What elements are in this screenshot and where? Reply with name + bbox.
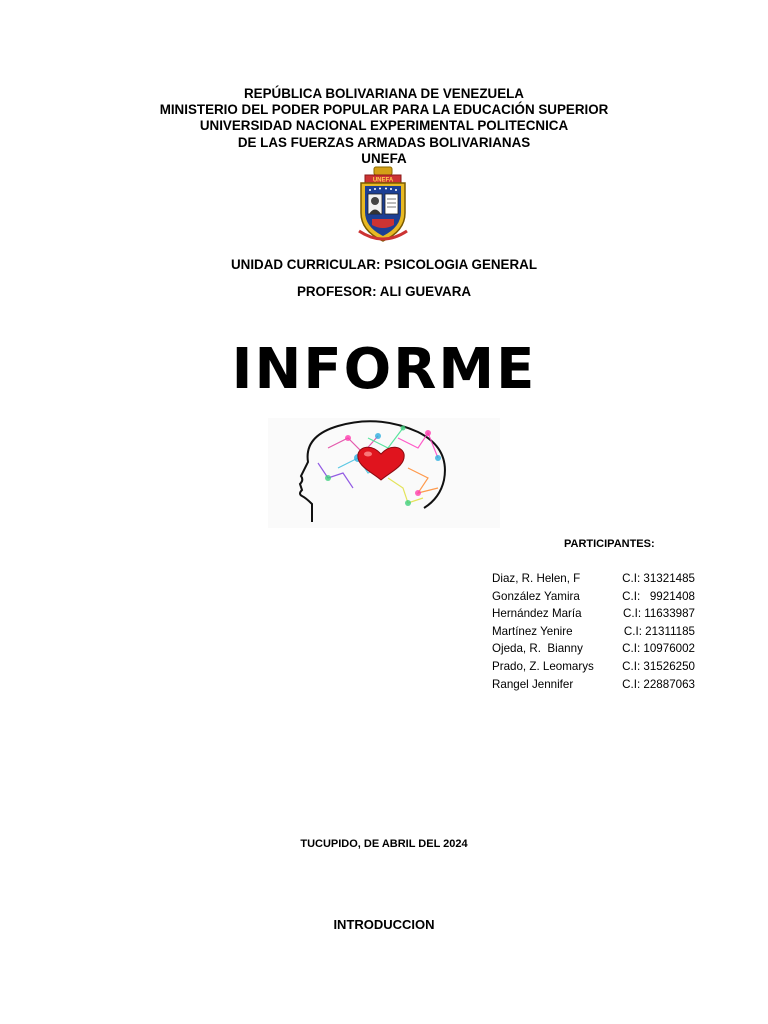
brain-heart-illustration <box>268 418 500 528</box>
unefa-seal-icon <box>355 165 411 245</box>
document-title: INFORME <box>231 337 537 402</box>
participant-ci: C.I: 31526250 <box>622 659 695 673</box>
header-line-ministry: MINISTERIO DEL PODER POPULAR PARA LA EDUCACIÓN SUPERIOR <box>159 102 609 118</box>
header-line-acronym: UNEFA <box>361 150 407 166</box>
participant-ci: C.I: 21311185 <box>623 624 695 638</box>
header-line-republic: REPÚBLICA BOLIVARIANA DE VENEZUELA <box>244 86 524 101</box>
participant-row <box>492 640 722 658</box>
participant-name: Prado, Z. Leomarys <box>492 659 594 673</box>
participant-row <box>492 623 722 641</box>
participant-name: Hernández María <box>492 607 582 621</box>
course-professor: PROFESOR: ALI GUEVARA <box>296 284 472 299</box>
place-date: TUCUPIDO, DE ABRIL DEL 2024 <box>300 838 468 850</box>
participant-name: González Yamira <box>492 589 580 603</box>
header-line-armed-forces: DE LAS FUERZAS ARMADAS BOLIVARIANAS <box>237 134 531 150</box>
seal-text: UNEFA <box>372 177 394 184</box>
participant-ci: C.I: 11633987 <box>623 607 695 621</box>
course-subject: UNIDAD CURRICULAR: PSICOLOGIA GENERAL <box>231 257 537 272</box>
participant-ci: C.I: 10976002 <box>622 642 695 656</box>
participant-row <box>492 588 722 606</box>
participant-row <box>492 658 722 676</box>
participants-block <box>492 538 722 693</box>
header-line-university: UNIVERSIDAD NACIONAL EXPERIMENTAL POLITECNICA <box>199 118 569 134</box>
section-heading-introduction: INTRODUCCION <box>333 917 435 932</box>
participant-row <box>492 605 722 623</box>
participant-name: Martínez Yenire <box>492 624 573 638</box>
participant-name: Ojeda, R. Bianny <box>492 642 583 656</box>
participant-row <box>492 570 722 588</box>
participant-ci: C.I: 31321485 <box>622 572 695 585</box>
participant-row <box>492 676 722 694</box>
participant-name: Diaz, R. Helen, F <box>492 572 581 585</box>
participant-ci: C.I: 22887063 <box>622 677 695 691</box>
participant-name: Rangel Jennifer <box>492 677 574 691</box>
institution-header <box>0 86 768 167</box>
participant-ci: C.I: 9921408 <box>622 589 695 603</box>
participants-title: PARTICIPANTES: <box>564 538 655 550</box>
